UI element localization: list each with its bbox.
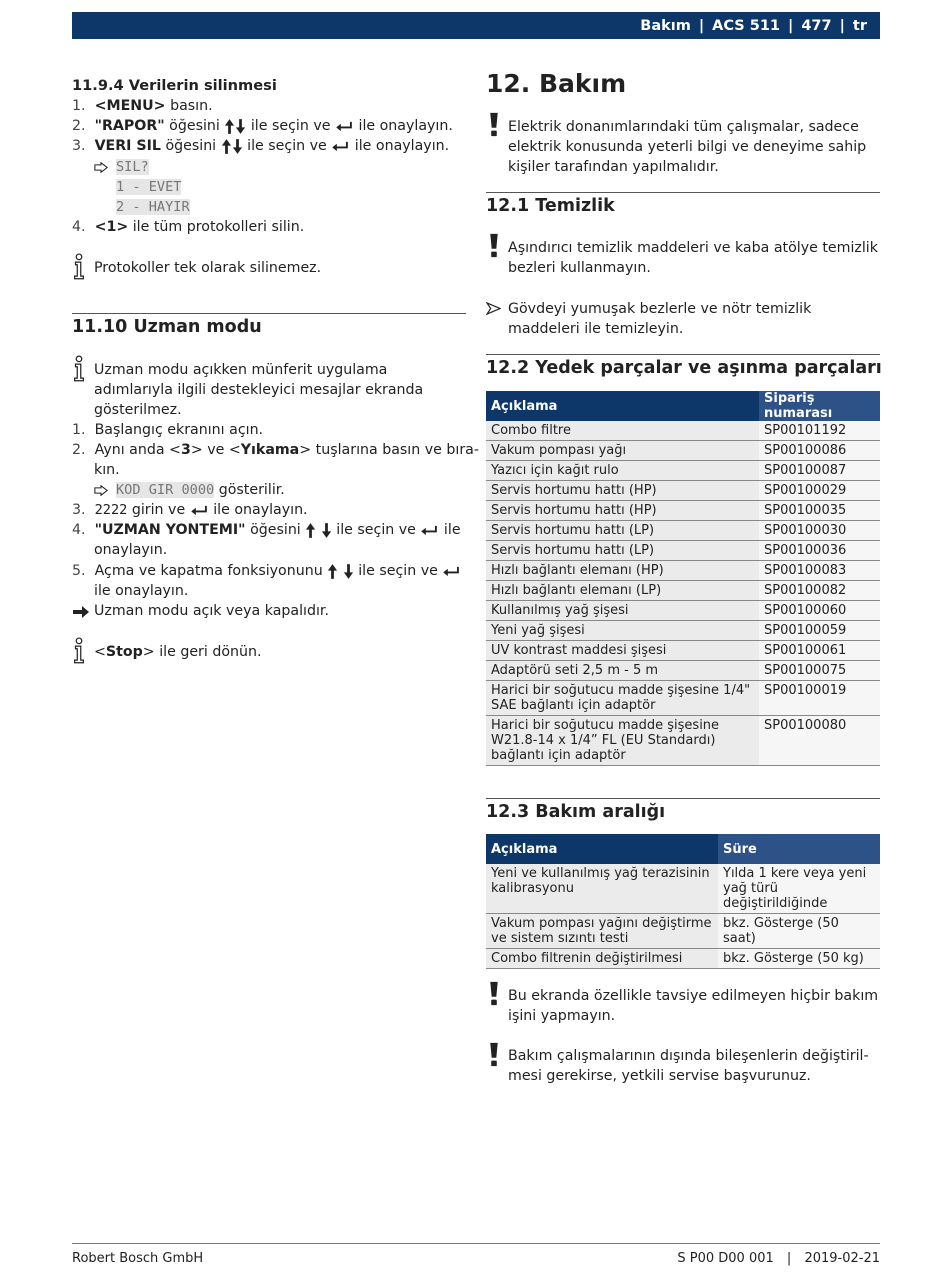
list-item: 1. <MENU> basın. — [72, 98, 213, 114]
table-row — [486, 461, 880, 481]
note-text: Protokoller tek olarak silinemez. — [94, 260, 322, 276]
divider — [486, 354, 880, 355]
arrow-up-icon — [305, 522, 316, 539]
footer-date: 2019-02-21 — [804, 1251, 880, 1266]
instruction-text: Gövdeyi yumuşak bezlerle ve nötr temizlik maddeleri ile temizleyin. — [508, 301, 812, 338]
enter-icon — [442, 566, 461, 577]
column-header: Açıklama — [486, 834, 718, 864]
note-text: Uzman modu açıkken münferit uygulama adımlarıyla ilgili destekleyici mesajlar ekranda gösterilmez. — [94, 362, 424, 419]
divider — [486, 798, 880, 799]
enter-icon — [335, 121, 354, 132]
cell-description: Servis hortumu hattı (HP) — [486, 481, 759, 501]
list-item: 3. VERI SIL öğesini ile seçin ve ile onaylayın. — [72, 138, 450, 154]
list-item: 5. Açma ve kapatma fonksiyonunu ile seçin ve — [72, 561, 461, 581]
cell-value: SP00100086 — [759, 441, 880, 461]
table-row — [486, 561, 880, 581]
display-line: 1 - EVET — [116, 179, 182, 195]
cell-description: Vakum pompası yağı — [486, 441, 759, 461]
list-item-cont: onaylayın. — [94, 542, 168, 558]
table-row — [486, 716, 880, 766]
arrow-down-icon — [321, 522, 332, 539]
cell-description: Yeni yağ şişesi — [486, 621, 759, 641]
warning-icon — [488, 1042, 500, 1068]
result-text: Uzman modu açık veya kapalıdır. — [94, 603, 329, 619]
list-item: 2. "RAPOR" öğesini ile seçin ve ile onaylayın. — [72, 118, 453, 134]
result-hollow-arrow-icon — [94, 485, 108, 496]
cell-value: bkz. Gösterge (50 saat) — [718, 914, 880, 949]
table-row — [486, 541, 880, 561]
table-row — [486, 641, 880, 661]
enter-icon — [331, 141, 350, 152]
table-header-row — [486, 834, 880, 864]
cell-value: SP00100082 — [759, 581, 880, 601]
cell-value: SP00100030 — [759, 521, 880, 541]
cell-description: Combo filtre — [486, 421, 759, 441]
info-icon — [72, 253, 86, 280]
section-12-2-title: 12.2 Yedek parçalar ve aşınma parçaları — [486, 358, 882, 378]
list-item: 4. "UZMAN YONTEMI" öğesini ile seçin ve ile — [72, 522, 461, 538]
result-arrow-icon — [72, 605, 90, 619]
list-item: 1. Başlangıç ekranını açın. — [72, 422, 264, 438]
cell-value: SP00100059 — [759, 621, 880, 641]
cell-value: SP00100087 — [759, 461, 880, 481]
table-row — [486, 949, 880, 969]
enter-icon — [420, 525, 439, 536]
cell-value: SP00100083 — [759, 561, 880, 581]
cell-description: Hızlı bağlantı elemanı (LP) — [486, 581, 759, 601]
cell-description: UV kontrast maddesi şişesi — [486, 641, 759, 661]
table-row — [486, 601, 880, 621]
chapter-12-title: 12. Bakım — [486, 69, 627, 98]
warning-icon — [488, 981, 500, 1007]
table-row — [486, 501, 880, 521]
cell-description: Servis hortumu hattı (LP) — [486, 521, 759, 541]
cell-description: Yeni ve kullanılmış yağ terazisinin kalibrasyonu — [486, 864, 718, 914]
instruction-arrow-icon — [486, 302, 501, 315]
table-row — [486, 864, 880, 914]
cell-value: SP00100061 — [759, 641, 880, 661]
cell-value: Yılda 1 kere veya yeni yağ türü değiştirildiğinde — [718, 864, 880, 914]
maintenance-interval-table — [486, 834, 880, 969]
arrow-down-icon — [232, 138, 243, 155]
table-row — [486, 661, 880, 681]
footer-docinfo: S P00 D00 001 | 2019-02-21 — [677, 1251, 880, 1266]
section-12-1-title: 12.1 Temizlik — [486, 196, 615, 216]
result-hollow-arrow-icon — [94, 162, 108, 173]
cell-value: SP00100029 — [759, 481, 880, 501]
page-header: Bakım | ACS 511 | 477 | tr — [72, 12, 880, 39]
section-11-9-4-title: 11.9.4 Verilerin silinmesi — [72, 77, 277, 94]
divider — [72, 313, 466, 314]
warning-text: Bu ekranda özellikle tavsiye edilmeyen hiçbir bakım işini yapmayın. — [508, 988, 879, 1025]
cell-description: Servis hortumu hattı (HP) — [486, 501, 759, 521]
cell-value: SP00100035 — [759, 501, 880, 521]
display-line: SIL? — [116, 159, 149, 175]
spare-parts-table — [486, 391, 880, 766]
divider — [486, 192, 880, 193]
section-12-3-title: 12.3 Bakım aralığı — [486, 802, 666, 822]
warning-icon — [488, 112, 500, 138]
header-section: Bakım — [640, 17, 691, 34]
cell-value: SP00100060 — [759, 601, 880, 621]
arrow-down-icon — [343, 563, 354, 580]
cell-value: SP00100080 — [759, 716, 880, 766]
list-item-cont: kın. — [94, 462, 120, 478]
info-icon — [72, 637, 86, 664]
cell-value: SP00101192 — [759, 421, 880, 441]
warning-text: Elektrik donanımlarındaki tüm çalışmalar, sadece elektrik konusunda yeterli bilgi ve deneyime sahip kişiler tarafından yapılmalıdır. — [508, 119, 867, 176]
list-item: KOD GIR 0000 gösterilir. — [116, 482, 285, 498]
arrow-up-icon — [221, 138, 232, 155]
table-header-row — [486, 391, 880, 421]
header-page: 477 — [801, 17, 832, 34]
footer-doc: S P00 D00 001 — [677, 1251, 774, 1266]
table-row — [486, 621, 880, 641]
column-header: Süre — [718, 834, 880, 864]
footer-company: Robert Bosch GmbH — [72, 1251, 204, 1266]
cell-description: Harici bir soğutucu madde şişesine W21.8-14 x 1/4” FL (EU Standardı) bağlantı için adaptör — [486, 716, 759, 766]
arrow-down-icon — [235, 118, 246, 135]
enter-icon — [190, 505, 209, 516]
footer-divider — [72, 1243, 880, 1244]
display-line: 2 - HAYIR — [116, 199, 190, 215]
cell-description: Adaptörü seti 2,5 m - 5 m — [486, 661, 759, 681]
cell-value: bkz. Gösterge (50 kg) — [718, 949, 880, 969]
list-item: 3. 2222 girin ve ile onaylayın. — [72, 502, 308, 518]
table-row — [486, 421, 880, 441]
table-row — [486, 481, 880, 501]
cell-description: Vakum pompası yağını değiştirme ve sistem sızıntı testi — [486, 914, 718, 949]
cell-description: Servis hortumu hattı (LP) — [486, 541, 759, 561]
column-header: Sipariş numarası — [759, 391, 880, 421]
note-text: <Stop> ile geri dönün. — [94, 644, 262, 660]
cell-description: Combo filtrenin değiştirilmesi — [486, 949, 718, 969]
arrow-up-icon — [327, 563, 338, 580]
list-item: 2. Aynı anda <3> ve <Yıkama> tuşlarına basın ve bıra- — [72, 442, 479, 458]
table-row — [486, 681, 880, 716]
table-row — [486, 521, 880, 541]
cell-value: SP00100075 — [759, 661, 880, 681]
warning-text: Aşındırıcı temizlik maddeleri ve kaba atölye temizlik bezleri kullanmayın. — [508, 240, 878, 277]
cell-description: Yazıcı için kağıt rulo — [486, 461, 759, 481]
info-icon — [72, 355, 86, 382]
table-row — [486, 441, 880, 461]
list-item: 4. <1> ile tüm protokolleri silin. — [72, 219, 305, 235]
cell-value: SP00100036 — [759, 541, 880, 561]
header-product: ACS 511 — [712, 17, 781, 34]
cell-description: Harici bir soğutucu madde şişesine 1/4" SAE bağlantı için adaptör — [486, 681, 759, 716]
cell-value: SP00100019 — [759, 681, 880, 716]
list-item-cont: ile onaylayın. — [94, 583, 189, 599]
warning-icon — [488, 233, 500, 259]
section-11-10-title: 11.10 Uzman modu — [72, 317, 262, 337]
cell-description: Kullanılmış yağ şişesi — [486, 601, 759, 621]
warning-text: Bakım çalışmalarının dışında bileşenlerin değiştiril-mesi gerekirse, yetkili servise başvurunuz. — [508, 1048, 869, 1085]
table-row — [486, 914, 880, 949]
table-row — [486, 581, 880, 601]
column-header: Açıklama — [486, 391, 759, 421]
header-lang: tr — [852, 17, 867, 34]
arrow-up-icon — [224, 118, 235, 135]
cell-description: Hızlı bağlantı elemanı (HP) — [486, 561, 759, 581]
